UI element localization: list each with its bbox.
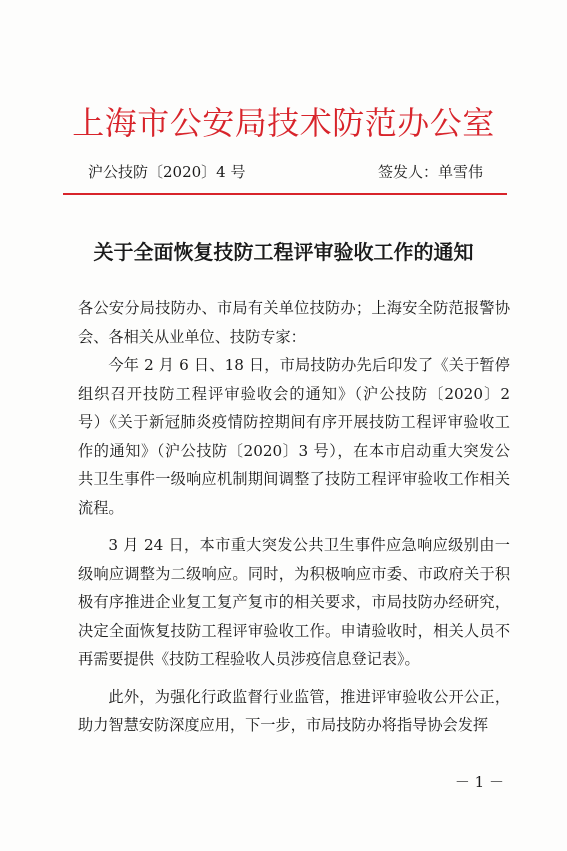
signer: 签发人：单雪伟 [377,163,483,181]
header-divider [63,193,507,195]
body-paragraph: 3 月 24 日，本市重大突发公共卫生事件应急响应级别由一级响应调整为二级响应。同时，为积极响应市委、市政府关于积极有序推进企业复工复产复市的相关要求，市局技防办经研究，决定全面恢复技防工程评审验收工作。申请验收时，相关人员不再需要提供《技防工程验收人员涉疫信息登记表》。 [78,536,510,668]
document-number: 沪公技防〔2020〕4 号 [88,163,246,181]
notice-body [78,294,510,749]
addressee-line: 各公安分局技防办、市局有关单位技防办；上海安全防范报警协会、各相关从业单位、技防专家： [78,299,510,346]
notice-title: 关于全面恢复技防工程评审验收工作的通知 [93,240,474,264]
page-number: － 1 － [454,773,504,791]
agency-header-title: 上海市公安局技术防范办公室 [72,104,495,142]
body-paragraph: 此外，为强化行政监督行业监管，推进评审验收公开公正，助力智慧安防深度应用，下一步，市局技防办将指导协会发挥 [78,687,510,734]
body-paragraph: 今年 2 月 6 日、18 日，市局技防办先后印发了《关于暂停组织召开技防工程评审验收会的通知》（沪公技防〔2020〕2 号）《关于新冠肺炎疫情防控期间有序开展技防工程评审验收工作的通知》（沪公技防〔2020〕3 号），在本市启动重大突发公共卫生事件一级响应机制期间调整了技防工程评审验收工作相关流程。 [78,356,510,517]
